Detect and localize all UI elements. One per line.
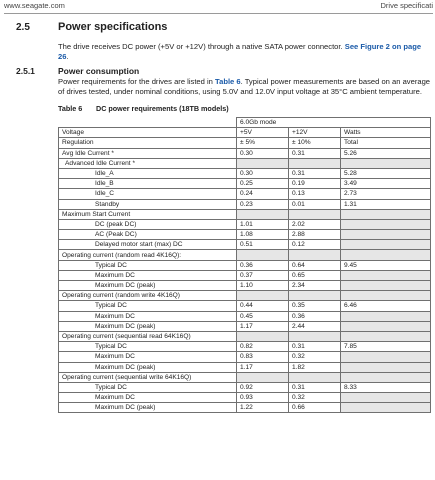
- value-cell: 7.85: [341, 342, 431, 352]
- section-text-pre: The drive receives DC power (+5V or +12V) through a native SATA power connector.: [58, 42, 345, 51]
- row-label-cell: Maximum DC (peak): [59, 403, 237, 413]
- table-row: [59, 291, 431, 301]
- value-cell: [289, 331, 341, 341]
- value-cell: 0.44: [237, 301, 289, 311]
- value-cell: 0.31: [289, 148, 341, 158]
- value-cell: 5.26: [341, 148, 431, 158]
- value-cell: 1.17: [237, 321, 289, 331]
- value-cell: [237, 331, 289, 341]
- mode-header-row: [59, 118, 431, 128]
- value-cell: Total: [341, 138, 431, 148]
- row-label-cell: Regulation: [59, 138, 237, 148]
- row-label-cell: AC (Peak DC): [59, 230, 237, 240]
- value-cell: 1.17: [237, 362, 289, 372]
- table-row: [59, 311, 431, 321]
- value-cell: 1.01: [237, 219, 289, 229]
- value-cell: 0.12: [289, 240, 341, 250]
- figure-2-link[interactable]: See Figure 2 on page 26: [58, 42, 422, 61]
- table-row: [59, 382, 431, 392]
- table-row: [59, 331, 431, 341]
- section-title: Power specifications: [58, 21, 168, 33]
- table-row: [59, 372, 431, 382]
- site-url[interactable]: www.seagate.com: [4, 1, 65, 10]
- value-cell: [341, 362, 431, 372]
- value-cell: 2.34: [289, 281, 341, 291]
- value-cell: [341, 240, 431, 250]
- value-cell: [237, 209, 289, 219]
- value-cell: [341, 270, 431, 280]
- row-label-cell: Typical DC: [59, 382, 237, 392]
- value-cell: [341, 158, 431, 168]
- table-row: [59, 189, 431, 199]
- value-cell: 0.35: [289, 301, 341, 311]
- table-row: [59, 342, 431, 352]
- table-row: [59, 219, 431, 229]
- row-label-cell: Operating current (random read 4K16Q):: [59, 250, 237, 260]
- value-cell: [341, 230, 431, 240]
- value-cell: 0.66: [289, 403, 341, 413]
- value-cell: 0.31: [289, 342, 341, 352]
- value-cell: ± 5%: [237, 138, 289, 148]
- subsection-text-pre: Power requirements for the drives are listed in: [58, 77, 216, 86]
- value-cell: [341, 291, 431, 301]
- section-text-post: .: [66, 52, 69, 61]
- table-row: [59, 270, 431, 280]
- value-cell: 1.82: [289, 362, 341, 372]
- value-cell: [341, 321, 431, 331]
- row-label-cell: Maximum DC: [59, 393, 237, 403]
- row-label-cell: Maximum Start Current: [59, 209, 237, 219]
- table-row: [59, 230, 431, 240]
- value-cell: +12V: [289, 128, 341, 138]
- row-label-cell: Delayed motor start (max) DC: [59, 240, 237, 250]
- value-cell: 0.19: [289, 179, 341, 189]
- row-label-cell: Operating current (random write 4K16Q): [59, 291, 237, 301]
- value-cell: 0.83: [237, 352, 289, 362]
- table-row: [59, 138, 431, 148]
- value-cell: 1.31: [341, 199, 431, 209]
- value-cell: [341, 331, 431, 341]
- value-cell: 9.45: [341, 260, 431, 270]
- value-cell: 2.44: [289, 321, 341, 331]
- value-cell: 0.37: [237, 270, 289, 280]
- row-label-cell: Operating current (sequential read 64K16Q): [59, 331, 237, 341]
- value-cell: [341, 372, 431, 382]
- value-cell: 1.22: [237, 403, 289, 413]
- table-row: [59, 393, 431, 403]
- value-cell: 2.73: [341, 189, 431, 199]
- value-cell: Watts: [341, 128, 431, 138]
- header-divider: [4, 13, 433, 14]
- value-cell: 0.32: [289, 393, 341, 403]
- value-cell: [289, 372, 341, 382]
- row-label-cell: Avg Idle Current *: [59, 148, 237, 158]
- mode-header-cell: 6.0Gb mode: [237, 118, 431, 128]
- subsection-number: 2.5.1: [16, 66, 35, 76]
- value-cell: ± 10%: [289, 138, 341, 148]
- row-label-cell: Maximum DC: [59, 311, 237, 321]
- subsection-paragraph: [58, 77, 433, 97]
- value-cell: [237, 372, 289, 382]
- row-label-cell: Maximum DC: [59, 352, 237, 362]
- section-number: 2.5: [16, 22, 30, 33]
- value-cell: 1.10: [237, 281, 289, 291]
- value-cell: 0.30: [237, 148, 289, 158]
- row-label-cell: Idle_A: [59, 168, 237, 178]
- value-cell: [341, 393, 431, 403]
- value-cell: 1.08: [237, 230, 289, 240]
- table-row: [59, 281, 431, 291]
- value-cell: [341, 250, 431, 260]
- subsection-title: Power consumption: [58, 66, 140, 76]
- table-row: [59, 240, 431, 250]
- dc-power-table-body: [59, 118, 431, 413]
- value-cell: 0.24: [237, 189, 289, 199]
- table-6-link[interactable]: Table 6: [215, 77, 241, 86]
- value-cell: 0.13: [289, 189, 341, 199]
- value-cell: [237, 250, 289, 260]
- row-label-cell: Typical DC: [59, 342, 237, 352]
- value-cell: [289, 250, 341, 260]
- value-cell: 0.32: [289, 352, 341, 362]
- value-cell: [289, 158, 341, 168]
- row-label-cell: Typical DC: [59, 301, 237, 311]
- value-cell: [341, 311, 431, 321]
- table-row: [59, 250, 431, 260]
- value-cell: 5.28: [341, 168, 431, 178]
- value-cell: 0.36: [289, 311, 341, 321]
- value-cell: 0.36: [237, 260, 289, 270]
- value-cell: 8.33: [341, 382, 431, 392]
- table-row: [59, 301, 431, 311]
- value-cell: [341, 352, 431, 362]
- value-cell: +5V: [237, 128, 289, 138]
- row-label-cell: Voltage: [59, 128, 237, 138]
- table-row: [59, 362, 431, 372]
- value-cell: [341, 281, 431, 291]
- value-cell: 0.65: [289, 270, 341, 280]
- value-cell: [341, 219, 431, 229]
- table-row: [59, 321, 431, 331]
- table-row: [59, 199, 431, 209]
- section-paragraph: [58, 42, 430, 62]
- table-row: [59, 179, 431, 189]
- value-cell: 2.02: [289, 219, 341, 229]
- value-cell: 0.23: [237, 199, 289, 209]
- table-row: [59, 158, 431, 168]
- value-cell: 0.82: [237, 342, 289, 352]
- value-cell: 0.51: [237, 240, 289, 250]
- value-cell: 3.49: [341, 179, 431, 189]
- value-cell: [341, 403, 431, 413]
- value-cell: [237, 291, 289, 301]
- value-cell: 0.64: [289, 260, 341, 270]
- value-cell: 6.46: [341, 301, 431, 311]
- value-cell: 0.45: [237, 311, 289, 321]
- row-label-cell: Typical DC: [59, 260, 237, 270]
- value-cell: 0.01: [289, 199, 341, 209]
- value-cell: [289, 291, 341, 301]
- row-label-cell: Standby: [59, 199, 237, 209]
- row-label-cell: DC (peak DC): [59, 219, 237, 229]
- value-cell: [237, 158, 289, 168]
- row-label-cell: Maximum DC (peak): [59, 281, 237, 291]
- mode-header-spacer: [59, 118, 237, 128]
- document-title: Drive specificati: [380, 1, 433, 10]
- page-header: [0, 0, 435, 13]
- table-row: [59, 403, 431, 413]
- table-row: [59, 260, 431, 270]
- row-label-cell: Maximum DC (peak): [59, 321, 237, 331]
- value-cell: [289, 209, 341, 219]
- table-row: [59, 148, 431, 158]
- dc-power-table: [58, 117, 431, 413]
- row-label-cell: Idle_B: [59, 179, 237, 189]
- table-row: [59, 352, 431, 362]
- row-label-cell: Advanced Idle Current *: [59, 158, 237, 168]
- value-cell: 0.30: [237, 168, 289, 178]
- value-cell: 0.25: [237, 179, 289, 189]
- value-cell: 0.93: [237, 393, 289, 403]
- row-label-cell: Maximum DC (peak): [59, 362, 237, 372]
- row-label-cell: Maximum DC: [59, 270, 237, 280]
- table-row: [59, 128, 431, 138]
- table-row: [59, 168, 431, 178]
- subsection-text-post: . Typical power measurements are based on an average of drives tested, under nominal conditions, using 5.0V and 12.0V input voltage at 35°C ambient temperature.: [58, 77, 431, 96]
- value-cell: 2.88: [289, 230, 341, 240]
- table-label: Table 6: [58, 104, 83, 113]
- row-label-cell: Idle_C: [59, 189, 237, 199]
- value-cell: 0.31: [289, 382, 341, 392]
- table-title: DC power requirements (18TB models): [96, 104, 229, 113]
- value-cell: [341, 209, 431, 219]
- value-cell: 0.31: [289, 168, 341, 178]
- value-cell: 0.92: [237, 382, 289, 392]
- table-row: [59, 209, 431, 219]
- row-label-cell: Operating current (sequential write 64K16Q): [59, 372, 237, 382]
